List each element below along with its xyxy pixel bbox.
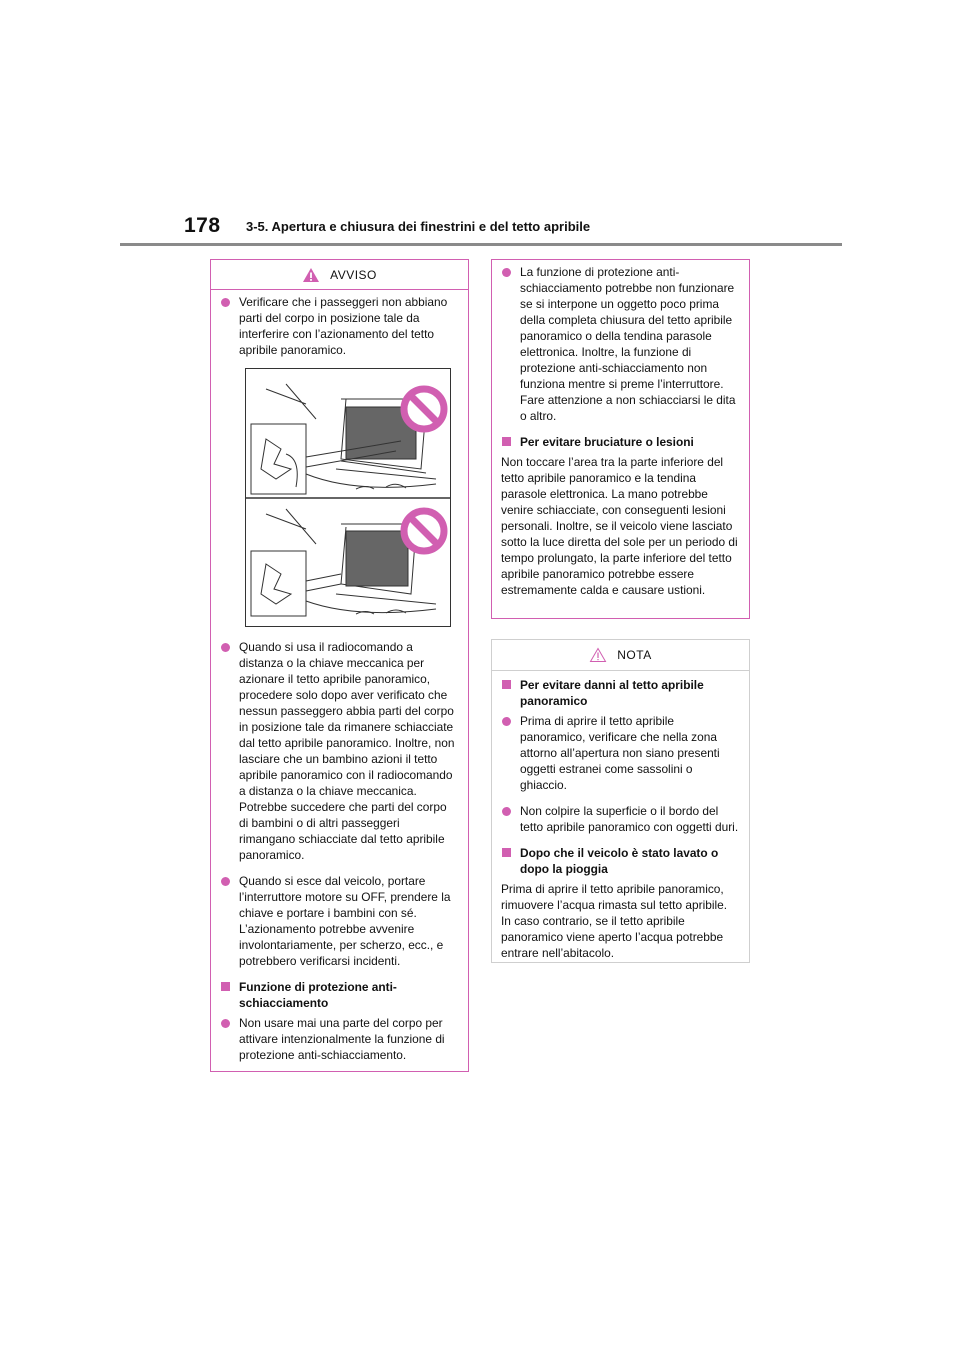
- warning-item: [501, 264, 740, 424]
- bullet-icon: [221, 298, 230, 307]
- subheading-text: Per evitare danni al tetto apribile panoramico: [520, 678, 704, 708]
- note-item: [501, 803, 740, 835]
- bullet-icon: [502, 268, 511, 277]
- subheading-burns: [501, 434, 740, 450]
- note-box: [491, 639, 750, 963]
- burn-text: Non toccare l’area tra la parte inferiore del tetto apribile panoramico e la tendina parasole elettronica. La mano potrebbe venire schiacciate, con conseguenti lesioni personali. Inoltre, se il veicolo viene lasciato sotto la luce diretta del sole per un periodo di tempo prolungato, la parte inferiore del tetto apribile panoramico potrebbe essere estremamente calda e causare ustioni.: [501, 455, 738, 597]
- square-bullet-icon: [502, 680, 511, 689]
- warning-item-text: Quando si esce dal veicolo, portare l’interruttore motore su OFF, prendere la chiave e portare i bambini con sé. L’azionamento potrebbe avvenire involontariamente, per scherzo, ecc., e potrebbero verificarsi incidenti.: [239, 874, 451, 968]
- warning-item: [220, 639, 459, 863]
- bullet-icon: [221, 643, 230, 652]
- square-bullet-icon: [502, 848, 511, 857]
- subheading-text: Per evitare bruciature o lesioni: [520, 435, 694, 449]
- prohibition-illustration: [245, 368, 451, 627]
- page-number: 178: [184, 214, 221, 237]
- caution-triangle-outline-icon: [589, 647, 607, 663]
- bullet-icon: [502, 717, 511, 726]
- warning-item-text: Non usare mai una parte del corpo per attivare intenzionalmente la funzione di protezione anti-schiacciamento.: [239, 1016, 445, 1062]
- warning-header: [211, 260, 468, 290]
- subheading-text: Dopo che il veicolo è stato lavato o dopo la pioggia: [520, 846, 719, 876]
- prohibition-sign-icon: [404, 389, 444, 551]
- sunroof-hand-illustration: [246, 369, 450, 626]
- warning-item: [220, 1015, 459, 1063]
- note-item: [501, 713, 740, 793]
- note-subheading-washing: [501, 845, 740, 877]
- warning-item-text: La funzione di protezione anti-schiacciamento potrebbe non funzionare se si interpone un oggetto poco prima della completa chiusura del tetto apribile panoramico o della tendina parasole elettronica. Inoltre, la funzione di protezione anti-schiacciamento non funziona mentre si preme l’interruttore. Fare attenzione a non schiacciarsi le dita o altro.: [520, 265, 736, 423]
- header-rule: [120, 243, 842, 246]
- warning-box-left: [210, 259, 469, 1072]
- subheading-text: Funzione di protezione anti-schiacciamento: [239, 980, 397, 1010]
- note-title: NOTA: [617, 648, 652, 662]
- warning-title: AVVISO: [330, 267, 377, 282]
- warning-item-text: Verificare che i passeggeri non abbiano parti del corpo in posizione tale da interferire con l’azionamento del tetto apribile panoramico.: [239, 295, 448, 357]
- square-bullet-icon: [221, 982, 230, 991]
- warning-item: [220, 294, 459, 358]
- subheading-anti-pinch: [220, 979, 459, 1011]
- note-text: Prima di aprire il tetto apribile panoramico, rimuovere l’acqua rimasta sul tetto apribile. In caso contrario, se il tetto apribile panoramico viene aperto l’acqua potrebbe entrare nell’abitacolo.: [501, 882, 728, 960]
- warning-box-right: [491, 259, 750, 619]
- note-header: [492, 640, 749, 671]
- warning-item: [220, 873, 459, 969]
- note-subheading-damage: [501, 677, 740, 709]
- note-item-text: Prima di aprire il tetto apribile panoramico, verificare che nella zona attorno all’apertura non siano presenti oggetti estranei come sassolini o ghiaccio.: [520, 714, 720, 792]
- note-item-text: Non colpire la superficie o il bordo del tetto apribile panoramico con oggetti duri.: [520, 804, 739, 834]
- warning-triangle-icon: [302, 267, 320, 283]
- bullet-icon: [221, 1019, 230, 1028]
- square-bullet-icon: [502, 437, 511, 446]
- section-title: 3-5. Apertura e chiusura dei finestrini e del tetto apribile: [246, 219, 591, 234]
- bullet-icon: [502, 807, 511, 816]
- warning-item-text: Quando si usa il radiocomando a distanza o la chiave meccanica per azionare il tetto apribile panoramico, procedere solo dopo aver verificato che nessun passeggero abbia parti del corpo in posizione tale da rimanere schiacciate dal tetto apribile panoramico. Inoltre, non lasciare che un bambino azioni il tetto apribile panoramico con il radiocomando a distanza o la chiave meccanica. Potrebbe succedere che parti del corpo di bambini o di altri passeggeri rimangano schiacciate dal tetto apribile panoramico.: [239, 640, 455, 862]
- bullet-icon: [221, 877, 230, 886]
